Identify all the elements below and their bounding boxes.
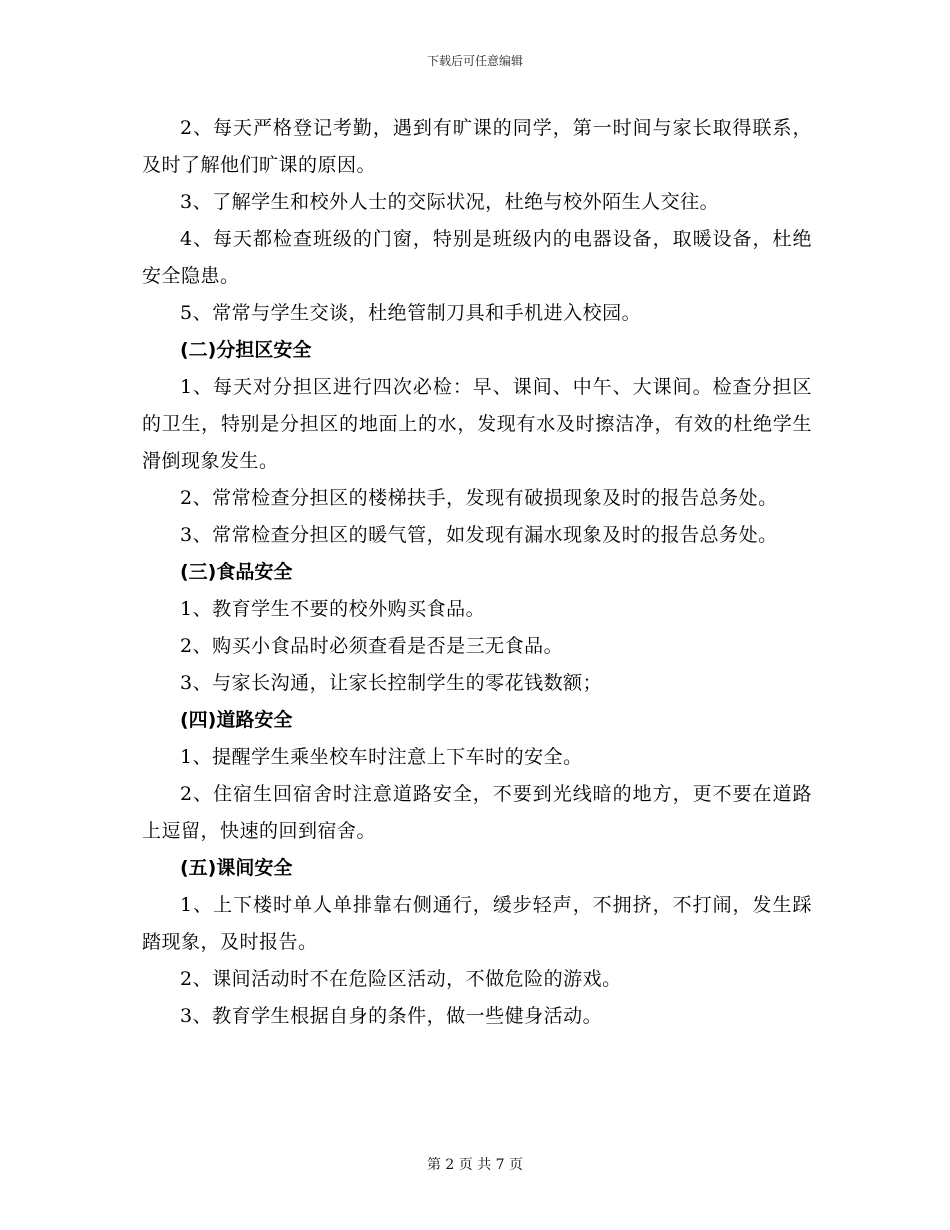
- paragraph: 1、每天对分担区进行四次必检：早、课间、中午、大课间。检查分担区的卫生，特别是分担区的地面上的水，发现有水及时擦洁净，有效的杜绝学生滑倒现象发生。: [142, 376, 812, 472]
- paragraph: 2、课间活动时不在危险区活动，不做危险的游戏。: [180, 968, 622, 990]
- page-header: 下载后可任意编辑: [426, 54, 523, 68]
- paragraph: 3、了解学生和校外人士的交际状况，杜绝与校外陌生人交往。: [180, 191, 720, 213]
- paragraph: 1、上下楼时单人单排靠右侧通行，缓步轻声，不拥挤，不打闹，发生踩踏现象，及时报告。: [142, 894, 812, 953]
- paragraph: 2、住宿生回宿舍时注意道路安全，不要到光线暗的地方，更不要在道路上逗留，快速的回到宿舍。: [142, 783, 812, 842]
- paragraph: 1、教育学生不要的校外购买食品。: [180, 598, 486, 620]
- section-heading: (三)食品安全: [180, 561, 293, 583]
- paragraph: 3、教育学生根据自身的条件，做一些健身活动。: [180, 1005, 603, 1027]
- section-heading: (四)道路安全: [180, 709, 293, 731]
- paragraph: 2、购买小食品时必须查看是否是三无食品。: [180, 635, 564, 657]
- paragraph: 4、每天都检查班级的门窗，特别是班级内的电器设备，取暖设备，杜绝安全隐患。: [142, 228, 812, 287]
- paragraph: 2、常常检查分担区的楼梯扶手，发现有破损现象及时的报告总务处。: [180, 487, 778, 509]
- paragraph: 3、常常检查分担区的暖气管，如发现有漏水现象及时的报告总务处。: [180, 524, 778, 546]
- paragraph: 2、每天严格登记考勤，遇到有旷课的同学，第一时间与家长取得联系，及时了解他们旷课的原因。: [142, 117, 812, 176]
- document-body: [142, 110, 812, 1035]
- section-heading: (五)课间安全: [180, 857, 293, 879]
- section-heading: (二)分担区安全: [180, 339, 312, 361]
- page-footer: 第 2 页 共 7 页: [426, 1157, 524, 1173]
- paragraph: 5、常常与学生交谈，杜绝管制刀具和手机进入校园。: [180, 302, 642, 324]
- paragraph: 3、与家长沟通，让家长控制学生的零花钱数额；: [180, 672, 603, 694]
- paragraph: 1、提醒学生乘坐校车时注意上下车时的安全。: [180, 746, 583, 768]
